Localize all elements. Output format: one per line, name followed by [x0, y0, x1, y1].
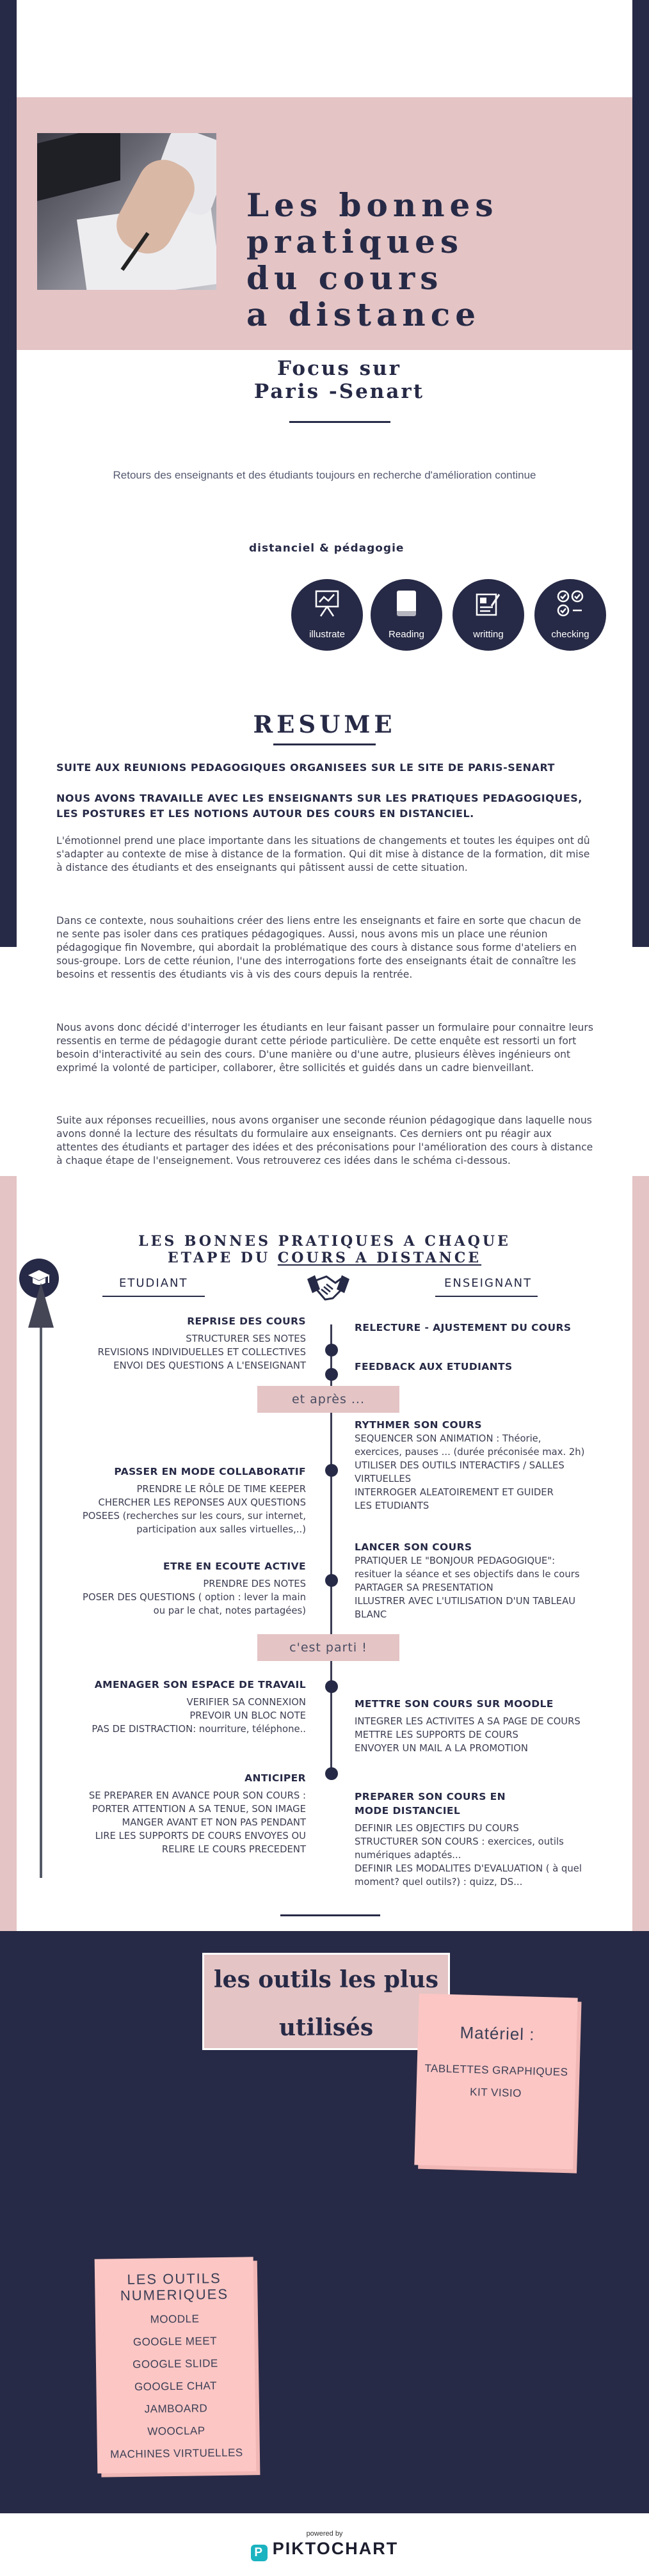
teacher-block	[355, 1540, 580, 1621]
resume-title: RESUME	[253, 710, 396, 738]
timeline-left-border	[0, 1176, 17, 1931]
powered-by-label: powered by	[306, 2530, 343, 2538]
checklist-icon	[534, 588, 606, 626]
block-line: INTERROGER ALEATOIREMENT ET GUIDER	[355, 1487, 554, 1498]
student-block	[83, 1465, 306, 1536]
tool-item: JAMBOARD	[144, 2402, 208, 2415]
numeric-title-line: LES OUTILS	[127, 2270, 221, 2288]
material-note	[414, 1994, 577, 2170]
title-line: pratiques	[246, 223, 464, 260]
handshake-icon	[306, 1270, 351, 1303]
book-icon	[371, 588, 442, 626]
block-line: ENVOYER UN MAIL A LA PROMOTION	[355, 1743, 528, 1754]
focus-heading	[243, 357, 435, 403]
timeline-title-part: ETAPE DU	[167, 1250, 278, 1266]
timeline-dot	[325, 1680, 338, 1693]
numeric-tools-title	[95, 2270, 254, 2303]
student-block	[98, 1314, 306, 1372]
block-title: REPRISE DES COURS	[187, 1316, 306, 1327]
block-title: LANCER SON COURS	[355, 1541, 472, 1553]
resume-heading: NOUS AVONS TRAVAILLE AVEC LES ENSEIGNANTS SUR LES PRATIQUES PEDAGOGIQUES, LES POSTURES ET LES NOTIONS AUTOUR DES COURS EN DISTANCIEL.	[56, 792, 582, 820]
block-line: INTEGRER LES ACTIVITES A SA PAGE DE COURS	[355, 1716, 581, 1727]
tool-item: GOOGLE MEET	[132, 2335, 218, 2348]
title-line: a distance	[246, 296, 481, 333]
resume-heading: SUITE AUX REUNIONS PEDAGOGIQUES ORGANISEES SUR LE SITE DE PARIS-SENART	[56, 761, 555, 774]
stage-pill-start: c'est parti !	[257, 1634, 399, 1661]
piktochart-logo-icon: P	[251, 2545, 268, 2561]
block-line: DEFINIR LES OBJECTIFS DU COURS	[355, 1823, 519, 1834]
arrow-shaft	[40, 1328, 42, 1878]
block-line: resituer la séance et ses objectifs dans le cours	[355, 1569, 580, 1580]
block-line: VIRTUELLES	[355, 1474, 412, 1484]
title-line: du cours	[246, 259, 444, 297]
resume-paragraph: Nous avons donc décidé d'interroger les étudiants en leur faisant passer un formulaire pour connaitre leurs ressentis en terme de pédagogie durant cette période particulière. De cette enquête est ressorti un fort besoin d'interactivité au sein des cours. D'une manière ou d'une autre, plusieurs élèves ingénieurs ont exprimé la volonté de participer, collaborer, être sollicités et guidés dans un cadre bienveillant.	[56, 1022, 593, 1074]
material-item: TABLETTES GRAPHIQUES	[424, 2062, 568, 2079]
divider	[289, 421, 390, 423]
block-line: POSER DES QUESTIONS ( option : lever la main	[83, 1592, 306, 1603]
brand-logo[interactable]	[0, 2539, 649, 2561]
topic-label: illustrate	[309, 629, 345, 640]
student-block	[92, 1678, 306, 1736]
timeline-title-underlined: COURS A DISTANCE	[277, 1250, 482, 1266]
block-line: PORTER ATTENTION A SA TENUE, SON IMAGE	[92, 1804, 306, 1815]
block-title: ANTICIPER	[244, 1772, 306, 1784]
divider	[102, 1296, 205, 1297]
block-line: SEQUENCER SON ANIMATION : Théorie,	[355, 1433, 541, 1444]
block-line: BLANC	[355, 1609, 387, 1620]
resume-paragraph: Suite aux réponses recueillies, nous avons organiser une seconde réunion pédagogique dans laquelle nous avons donné la lecture des résultats du formulaire aux enseignants. Ces derniers ont pu réagir aux attentes des étudiants et partager des idées et des préconisations pour l'amélioration des cours à distance à chaque étape de l'enseignement. Vous retrouverez ces idées dans le schéma ci-dessous.	[56, 1115, 593, 1166]
teacher-block	[355, 1790, 582, 1889]
tool-item: GOOGLE SLIDE	[132, 2357, 218, 2371]
block-line: PAS DE DISTRACTION: nourriture, téléphone..	[92, 1724, 306, 1735]
block-line: PRENDRE LE RÔLE DE TIME KEEPER	[136, 1484, 306, 1495]
block-title: AMENAGER SON ESPACE DE TRAVAIL	[94, 1679, 306, 1690]
block-line: UTILISER DES OUTILS INTERACTIFS / SALLES	[355, 1460, 565, 1471]
block-line: CHERCHER LES REPONSES AUX QUESTIONS	[98, 1497, 306, 1508]
timeline-dot	[325, 1464, 338, 1477]
newspaper-pen-icon	[453, 588, 524, 626]
topic-label: checking	[551, 629, 589, 640]
block-line: METTRE LES SUPPORTS DE COURS	[355, 1729, 518, 1740]
divider	[435, 1296, 538, 1297]
block-line: ENVOI DES QUESTIONS A L'ENSEIGNANT	[113, 1360, 306, 1371]
hero-photo-writing-person	[37, 133, 216, 290]
tool-item: MACHINES VIRTUELLES	[110, 2446, 243, 2461]
block-title: PASSER EN MODE COLLABORATIF	[114, 1466, 306, 1477]
block-line: exercices, pauses ... (durée préconisée max. 2h)	[355, 1447, 585, 1458]
topics-title: distanciel & pédagogie	[249, 542, 405, 555]
block-line: STRUCTURER SON COURS : exercices, outils	[355, 1836, 564, 1847]
right-border	[632, 0, 649, 947]
brand-name: PIKTOCHART	[272, 2539, 399, 2558]
block-line: LES ETUDIANTS	[355, 1500, 429, 1511]
block-line: PARTAGER SA PRESENTATION	[355, 1582, 493, 1593]
left-border	[0, 0, 17, 947]
block-title: FEEDBACK AUX ETUDIANTS	[355, 1361, 513, 1372]
block-line: VERIFIER SA CONNEXION	[186, 1697, 306, 1708]
material-title: Matériel :	[460, 2023, 535, 2044]
column-heading-enseignant: ENSEIGNANT	[444, 1276, 533, 1290]
timeline-right-border	[632, 1176, 649, 1931]
block-title: ETRE EN ECOUTE ACTIVE	[163, 1561, 306, 1572]
block-title: MODE DISTANCIEL	[355, 1805, 461, 1817]
student-block	[89, 1771, 306, 1856]
block-title: RELECTURE - AJUSTEMENT DU COURS	[355, 1322, 572, 1333]
divider	[273, 743, 376, 745]
block-line: POSEES (recherches sur les cours, sur internet,	[82, 1511, 306, 1522]
block-line: participation aux salles virtuelles,..)	[136, 1524, 306, 1535]
block-line: numériques adaptés...	[355, 1850, 461, 1861]
topic-label: Reading	[389, 629, 424, 640]
teacher-block	[355, 1360, 513, 1378]
teacher-block	[355, 1321, 571, 1339]
block-line: PRENDRE DES NOTES	[203, 1578, 306, 1589]
focus-line: Paris -Senart	[253, 380, 425, 403]
block-line: RELIRE LE COURS PRECEDENT	[161, 1844, 306, 1855]
numeric-title-line: NUMERIQUES	[120, 2286, 229, 2304]
timeline-dot	[325, 1368, 338, 1381]
block-line: PREVOIR UN BLOC NOTE	[189, 1710, 306, 1721]
timeline-dot	[325, 1344, 338, 1356]
tools-title-line: les outils les plus	[213, 1966, 439, 1993]
teacher-block	[355, 1697, 581, 1755]
illustrate-icon	[291, 588, 363, 626]
block-line: REVISIONS INDIVIDUELLES ET COLLECTIVES	[97, 1347, 306, 1358]
timeline-dot	[325, 1574, 338, 1587]
focus-line: Focus sur	[277, 357, 401, 380]
up-arrow-icon	[28, 1283, 54, 1328]
material-item: KIT VISIO	[469, 2085, 522, 2100]
topic-label: writting	[473, 629, 504, 640]
timeline-title-line: LES BONNES PRATIQUES A CHAQUE	[138, 1233, 511, 1250]
column-heading-etudiant: ETUDIANT	[119, 1276, 188, 1290]
student-block	[83, 1559, 306, 1618]
resume-paragraph: Dans ce contexte, nous souhaitions créer des liens entre les enseignants et faire en sorte que chacun de ne sente pas isoler dans ces pratiques pédagogiques. Aussi, nous avons mis un place une réunion pédagogique fin Novembre, qui abordait la problématique des cours à distance sous forme d'ateliers en sous-groupe. Lors de cette réunion, l'une des interrogations forte des enseignants était de connaître les besoins et ressentis des étudiants vis à vis des cours depuis la rentrée.	[56, 915, 581, 980]
title-line: Les bonnes	[246, 186, 499, 224]
tool-item: GOOGLE CHAT	[134, 2380, 218, 2393]
teacher-block	[355, 1418, 584, 1513]
tool-item: WOOCLAP	[147, 2424, 205, 2438]
topic-checking	[534, 579, 606, 651]
block-line: ILLUSTRER AVEC L'UTILISATION D'UN TABLEAU	[355, 1596, 576, 1607]
topic-writting	[453, 579, 524, 651]
resume-paragraph: L'émotionnel prend une place importante dans les situations de changements et toutes les équipes ont dû s'adapter au contexte de mise à distance de la formation. Qui dit mise à distance de la formation, dit mise à distance des étudiants et des enseignants qui pâtissent aussi de cette situation.	[56, 835, 590, 873]
block-line: PRATIQUER LE "BONJOUR PEDAGOGIQUE":	[355, 1555, 556, 1566]
timeline-title-line	[128, 1250, 521, 1266]
block-line: SE PREPARER EN AVANCE POUR SON COURS :	[88, 1790, 306, 1801]
divider	[280, 1914, 380, 1916]
timeline-title	[128, 1233, 521, 1266]
page-title	[246, 187, 618, 333]
block-title: PREPARER SON COURS EN	[355, 1791, 506, 1802]
tools-title-line: utilisés	[278, 2014, 374, 2041]
stage-pill-after: et après ...	[257, 1386, 399, 1413]
subtitle: Retours des enseignants et des étudiants toujours en recherche d'amélioration continue	[113, 469, 536, 481]
block-line: DEFINIR LES MODALITES D'EVALUATION ( à quel	[355, 1863, 582, 1874]
block-line: moment? quel outils?) : quizz, DS...	[355, 1877, 523, 1888]
block-title: METTRE SON COURS SUR MOODLE	[355, 1698, 554, 1710]
block-line: ou par le chat, notes partagées)	[153, 1605, 306, 1616]
numeric-tools-note	[95, 2257, 257, 2473]
tool-item: MOODLE	[150, 2312, 200, 2326]
topic-illustrate	[291, 579, 363, 651]
tools-title	[202, 1953, 450, 2050]
timeline-dot	[325, 1767, 338, 1780]
block-line: STRUCTURER SES NOTES	[186, 1333, 306, 1344]
block-line: LIRE LES SUPPORTS DE COURS ENVOYES OU	[95, 1831, 306, 1841]
block-line: MANGER AVANT ET NON PAS PENDANT	[122, 1817, 306, 1828]
topic-reading	[371, 579, 442, 651]
block-title: RYTHMER SON COURS	[355, 1419, 482, 1431]
